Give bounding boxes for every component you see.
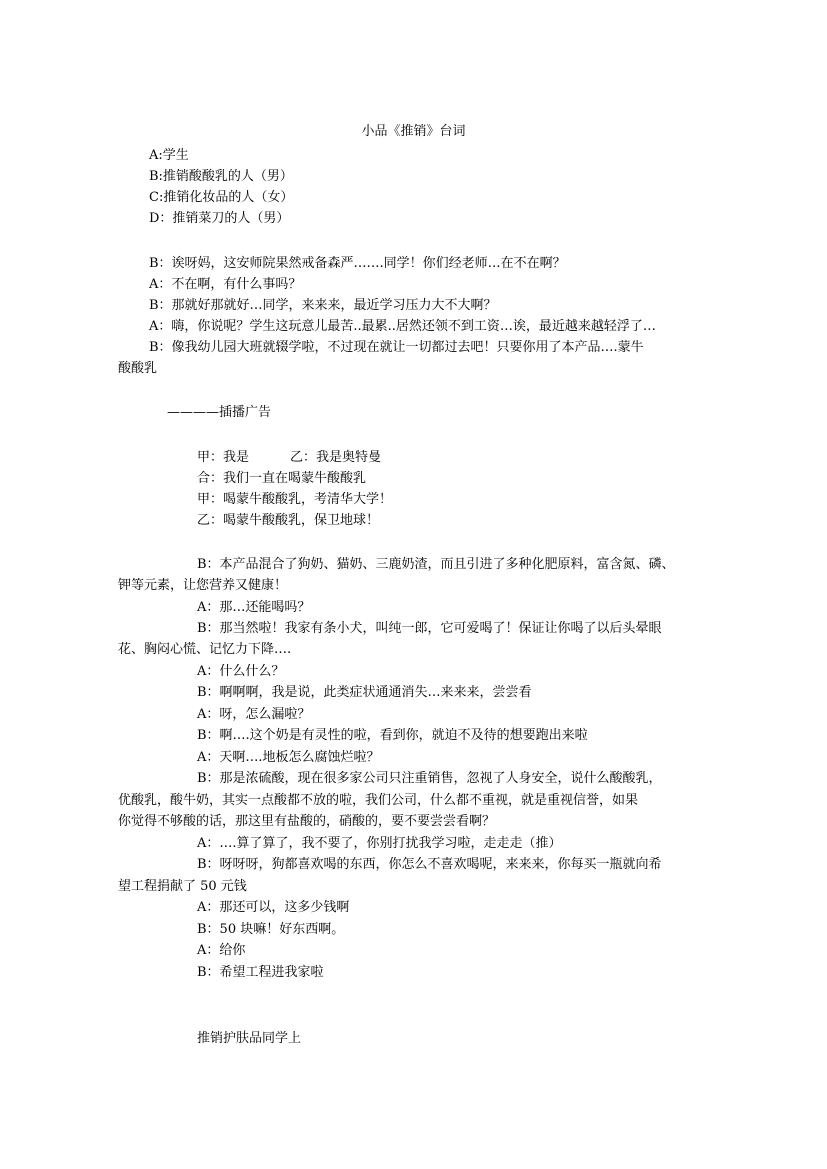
document-title: 小品《推销》台词	[361, 124, 466, 139]
dialogue-line: B：呀呀呀，狗都喜欢喝的东西，你怎么不喜欢喝呢，来来来，你每买一瓶就向希	[197, 857, 662, 872]
dialogue-line: B：啊啊啊，我是说，此类症状通通消失…来来来，尝尝看	[197, 685, 532, 700]
dialogue-line: B：像我幼儿园大班就辍学啦，不过现在就让一切都过去吧！只要你用了本产品….蒙牛	[149, 340, 644, 355]
dialogue-line: 你觉得不够酸的话，那这里有盐酸的，硝酸的，要不要尝尝看啊？	[118, 814, 496, 829]
dialogue-line: B：本产品混合了狗奶、猫奶、三鹿奶渣，而且引进了多种化肥原料，富含氮、磷、	[197, 557, 675, 572]
dialogue-line: 望工程捐献了 50 元钱	[118, 879, 247, 894]
cast-line: D：推销菜刀的人（男）	[149, 211, 290, 226]
dialogue-line: A：那…还能喝吗？	[197, 600, 311, 615]
dialogue-line: B：啊….这个奶是有灵性的啦，看到你，就迫不及待的想要跑出来啦	[197, 728, 588, 743]
dialogue-line: 优酸乳，酸牛奶，其实一点酸都不放的啦，我们公司，什么都不重视，就是重视信誉，如果	[118, 793, 639, 808]
dialogue-line: 酸酸乳	[118, 361, 158, 376]
cast-line: A:学生	[149, 148, 189, 163]
dialogue-line: B：那当然啦！我家有条小犬，叫纯一郎，它可爱喝了！保证让你喝了以后头晕眼	[197, 621, 662, 636]
cast-line: B:推销酸酸乳的人（男）	[149, 169, 293, 184]
dialogue-line: A：不在啊，有什么事吗？	[149, 277, 302, 292]
dialogue-line: A：嗨，你说呢？学生这玩意儿最苦..最累..居然还领不到工资…诶，最近越来越轻浮了…	[149, 319, 656, 334]
dialogue-line: B：希望工程进我家啦	[197, 965, 324, 980]
dialogue-line: A：….算了算了，我不要了，你别打扰我学习啦，走走走（推）	[197, 836, 562, 851]
cast-line: C:推销化妆品的人（女）	[149, 190, 294, 205]
dialogue-line: 花、胸闷心慌、记忆力下降….	[118, 642, 292, 657]
ad-header: ————插播广告	[167, 405, 272, 420]
dialogue-line: B：那就好那就好…同学，来来来，最近学习压力大不大啊？	[149, 298, 497, 313]
dialogue-line: A：呀，怎么漏啦？	[197, 707, 311, 722]
ad-line-jia: 甲：我是	[197, 450, 250, 465]
dialogue-line: B：那是浓硫酸，现在很多家公司只注重销售，忽视了人身安全，说什么酸酸乳，	[197, 771, 662, 786]
closing-line: 推销护肤品同学上	[197, 1031, 302, 1046]
dialogue-line: 钾等元素，让您营养又健康！	[118, 578, 288, 593]
dialogue-line: A：给你	[197, 943, 246, 958]
ad-line-he: 合：我们一直在喝蒙牛酸酸乳	[197, 471, 367, 486]
ad-line-yi: 乙：喝蒙牛酸酸乳，保卫地球！	[197, 513, 380, 528]
dialogue-line: A：什么什么？	[197, 664, 285, 679]
ad-line-yi: 乙：我是奥特曼	[290, 450, 382, 465]
dialogue-line: B：诶呀妈，这安师院果然戒备森严…….同学！你们经老师…在不在啊？	[149, 256, 566, 271]
dialogue-line: B：50 块嘛！好东西啊。	[197, 922, 345, 937]
dialogue-line: A：天啊….地板怎么腐蚀烂啦？	[197, 750, 380, 765]
dialogue-line: A：那还可以，这多少钱啊	[197, 900, 350, 915]
ad-line-jia: 甲：喝蒙牛酸酸乳，考清华大学！	[197, 492, 393, 507]
